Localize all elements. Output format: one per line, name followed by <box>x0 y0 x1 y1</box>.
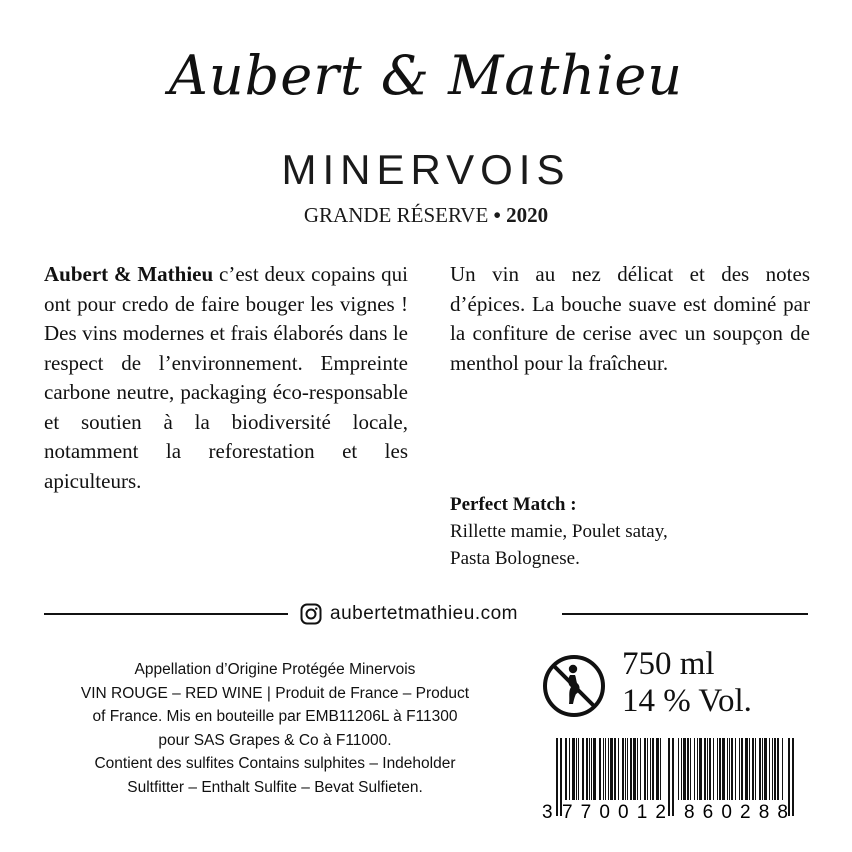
legal-line-3: of France. Mis en bouteille par EMB11206L à F11300 <box>92 708 458 725</box>
barcode-bar <box>707 738 708 800</box>
description-left <box>44 260 408 496</box>
barcode-bar <box>704 738 706 800</box>
appellation-title: MINERVOIS <box>281 146 571 193</box>
barcode-bar <box>697 738 698 800</box>
barcode-bar <box>769 738 770 800</box>
barcode-bar <box>690 738 691 800</box>
barcode-bar <box>755 738 756 800</box>
legal-line-1: Appellation d’Origine Protégée Minervois <box>134 661 416 678</box>
barcode-bar <box>586 738 588 800</box>
separator: • <box>493 203 501 227</box>
barcode-bar <box>741 738 743 800</box>
barcode-bar <box>762 738 763 800</box>
barcode-bar <box>625 738 626 800</box>
barcode-bar <box>633 738 636 800</box>
barcode-bar <box>735 738 736 800</box>
barcode-bar <box>569 738 570 800</box>
divider-left <box>44 613 288 615</box>
legal-line-2: VIN ROUGE – RED WINE | Produit de France – Product <box>80 684 470 702</box>
barcode-bar <box>709 738 711 800</box>
volume: 750 ml <box>622 646 715 682</box>
perfect-match-line-1: Rillette mamie, Poulet satay, <box>450 521 668 542</box>
brand-logo: Aubert & Mathieu <box>168 44 684 107</box>
barcode-bar <box>713 738 714 800</box>
vintage: 2020 <box>506 203 549 227</box>
barcode-bar <box>687 738 689 800</box>
legal-info <box>40 658 510 799</box>
divider-right <box>562 613 808 615</box>
barcode-digits-right: 860288 <box>684 802 788 823</box>
tasting-notes: Un vin au nez délicat et des notes d’épices. La bouche suave est dominé par la confiture de cerise avec un soupçon de menthol pour la fraîcheur. <box>450 262 810 375</box>
barcode-bar <box>572 738 575 800</box>
barcode-bar <box>729 738 730 800</box>
perfect-match <box>450 491 810 572</box>
barcode-bar <box>618 738 619 800</box>
barcode-bar <box>777 738 779 800</box>
barcode-bar <box>774 738 776 800</box>
brand-inline: Aubert & Mathieu <box>44 262 214 286</box>
barcode-bar <box>739 738 740 800</box>
barcode-bar <box>681 738 682 800</box>
barcode-bar <box>656 738 659 800</box>
website <box>300 600 518 628</box>
barcode-bar <box>591 738 592 800</box>
perfect-match-line-2: Pasta Bolognese. <box>450 548 580 569</box>
ean-barcode <box>540 738 808 824</box>
website-url[interactable]: aubertetmathieu.com <box>330 603 518 624</box>
barcode-bar <box>717 738 718 800</box>
volume-info <box>622 646 752 720</box>
barcode-bar <box>694 738 695 800</box>
no-pregnant-women-icon <box>542 654 606 718</box>
barcode-bar <box>644 738 646 800</box>
barcode-bar <box>589 738 590 800</box>
barcode-bar <box>772 738 773 800</box>
barcode-bar <box>660 738 661 800</box>
barcode-bar <box>622 738 624 800</box>
barcode-bar <box>578 738 579 800</box>
barcode-bar <box>627 738 628 800</box>
perfect-match-heading: Perfect Match : <box>450 494 577 515</box>
barcode-bar <box>603 738 604 800</box>
legal-line-4: pour SAS Grapes & Co à F11000. <box>158 731 392 749</box>
barcode-bar <box>745 738 748 800</box>
barcode-bar <box>652 738 654 800</box>
barcode-bar <box>608 738 609 800</box>
barcode-bar <box>610 738 613 800</box>
barcode-bar <box>722 738 725 800</box>
barcode-bar <box>650 738 651 800</box>
barcode-bar <box>605 738 606 800</box>
barcode-bar <box>749 738 750 800</box>
barcode-bar <box>752 738 754 800</box>
barcode-bar <box>593 738 596 800</box>
barcode-bar <box>576 738 577 800</box>
barcode-bar <box>764 738 767 800</box>
legal-line-6: Sultfitter – Enthalt Sulfite – Bevat Sulfieten. <box>127 778 423 796</box>
abv: 14 % Vol. <box>622 683 752 719</box>
cuvee-line <box>0 203 852 228</box>
barcode-bar <box>640 738 641 800</box>
barcode-bar <box>792 738 794 816</box>
barcode-digit-first: 3 <box>542 802 553 823</box>
barcode-bar <box>565 738 567 800</box>
barcode-bar <box>699 738 702 800</box>
brand-description: c’est deux copains qui ont pour credo de faire bouger les vignes ! Des vins modernes et frais élaborés dans le respect de l’environnement. Empreinte carbone neutre, packaging éco-responsable et soutien à la biodiversité locale, notamment la reforestation et les apiculteurs. <box>44 262 408 493</box>
legal-line-5: Contient des sulfites Contains sulphites – Indeholder <box>94 755 456 772</box>
barcode-bar <box>731 738 733 800</box>
barcode-bar <box>678 738 679 800</box>
barcode-bar <box>614 738 616 800</box>
cuvee-name: GRANDE RÉSERVE <box>303 203 489 227</box>
barcode-bar <box>672 738 674 816</box>
barcode-digits-left: 770012 <box>562 802 666 823</box>
barcode-bar <box>647 738 648 800</box>
barcode-bar <box>782 738 783 800</box>
barcode-bar <box>668 738 670 816</box>
barcode-bar <box>599 738 601 800</box>
barcode-bar <box>788 738 790 816</box>
barcode-bar <box>637 738 638 800</box>
instagram-icon <box>300 603 322 625</box>
barcode-bar <box>630 738 632 800</box>
barcode-bar <box>727 738 728 800</box>
barcode-bar <box>683 738 686 800</box>
barcode-bar <box>719 738 721 800</box>
barcode-bar <box>759 738 761 800</box>
barcode-bar <box>556 738 558 816</box>
barcode-bar <box>582 738 584 800</box>
